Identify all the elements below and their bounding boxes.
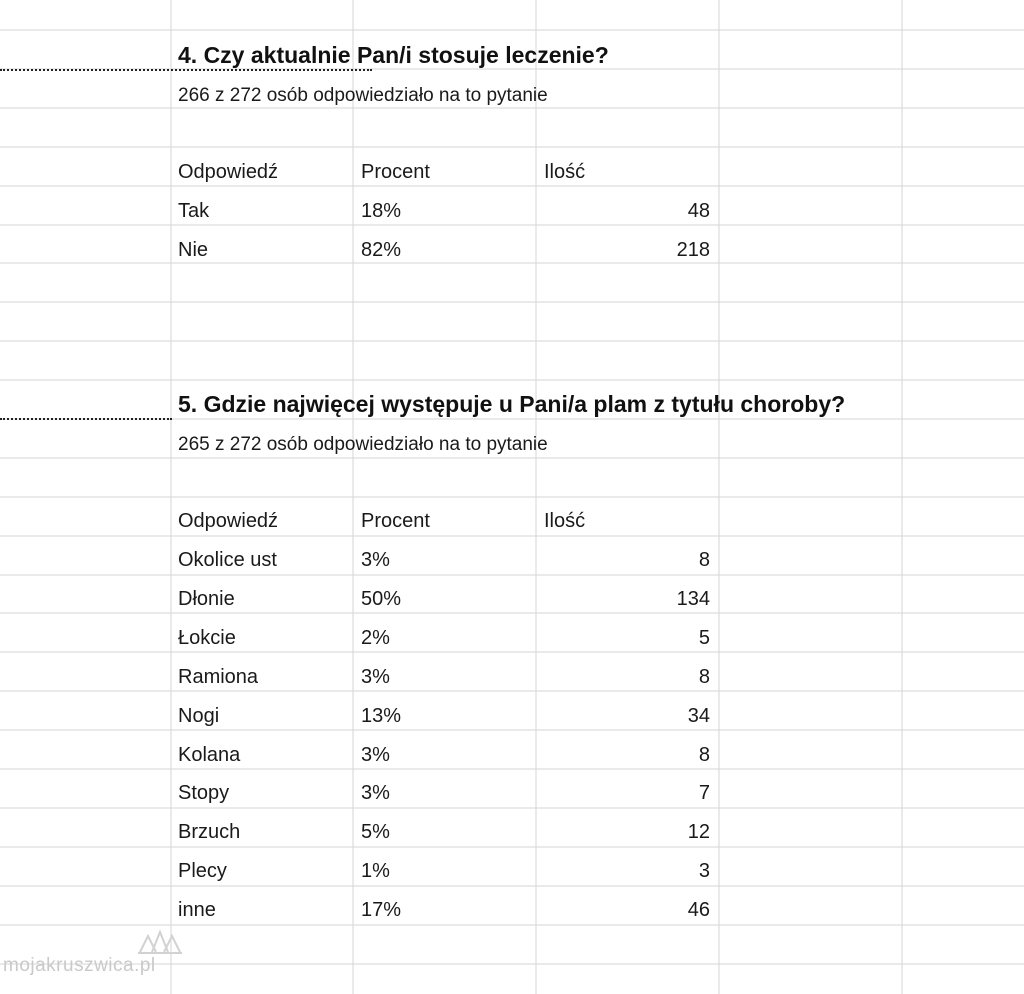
q5-count-cell[interactable]: 5 (698, 626, 710, 649)
q5-percent-cell[interactable]: 5% (361, 821, 390, 844)
q4-count-cell[interactable]: 48 (687, 200, 710, 222)
q5-count-cell[interactable]: 134 (676, 587, 710, 610)
q5-percent-cell[interactable]: 3% (361, 743, 390, 766)
q4-answer-cell[interactable]: Tak (178, 200, 210, 222)
q5-count-cell[interactable]: 34 (687, 704, 710, 727)
q4-header-count[interactable]: Ilość (544, 161, 586, 183)
q5-percent-cell[interactable]: 1% (361, 860, 390, 883)
q5-percent-cell[interactable]: 3% (361, 782, 390, 805)
watermark-logo-icon (134, 926, 186, 956)
q5-percent-cell[interactable]: 13% (361, 704, 402, 727)
q5-answer-cell[interactable]: inne (178, 899, 216, 922)
q5-answer-cell[interactable]: Dłonie (178, 587, 235, 610)
q4-header-percent[interactable]: Procent (361, 161, 430, 183)
q5-answer-cell[interactable]: Ramiona (178, 665, 259, 688)
q4-answer-cell[interactable]: Nie (178, 238, 209, 261)
comment-indicator-q5 (0, 418, 172, 420)
q5-header-count[interactable]: Ilość (544, 510, 586, 532)
question-4-respondents[interactable]: 266 z 272 osób odpowiedziało na to pytanie (178, 85, 548, 106)
q5-header-answer[interactable]: Odpowiedź (178, 510, 279, 532)
q5-percent-cell[interactable]: 50% (361, 587, 402, 610)
q4-header-answer[interactable]: Odpowiedź (178, 161, 279, 183)
q5-count-cell[interactable]: 46 (687, 899, 710, 922)
q5-count-cell[interactable]: 8 (698, 743, 710, 766)
q5-count-cell[interactable]: 8 (698, 549, 710, 571)
q5-answer-cell[interactable]: Stopy (178, 782, 230, 805)
q4-percent-cell[interactable]: 82% (361, 238, 402, 261)
q5-percent-cell[interactable]: 2% (361, 626, 390, 649)
question-4-title[interactable]: 4. Czy aktualnie Pan/i stosuje leczenie? (178, 42, 609, 68)
q5-answer-cell[interactable]: Kolana (178, 743, 241, 766)
q5-answer-cell[interactable]: Plecy (178, 860, 227, 883)
watermark: mojakruszwica.pl (3, 955, 156, 976)
q5-percent-cell[interactable]: 3% (361, 665, 390, 688)
q5-answer-cell[interactable]: Okolice ust (178, 549, 277, 571)
q5-answer-cell[interactable]: Łokcie (178, 626, 236, 649)
q4-count-cell[interactable]: 218 (676, 238, 710, 261)
q5-count-cell[interactable]: 8 (698, 665, 710, 688)
q5-percent-cell[interactable]: 17% (361, 899, 402, 922)
q5-count-cell[interactable]: 7 (698, 782, 710, 805)
q5-header-percent[interactable]: Procent (361, 510, 430, 532)
q5-answer-cell[interactable]: Nogi (178, 704, 220, 727)
q4-percent-cell[interactable]: 18% (361, 200, 402, 222)
question-5-title[interactable]: 5. Gdzie najwięcej występuje u Pani/a plam z tytułu choroby? (178, 391, 846, 417)
q5-answer-cell[interactable]: Brzuch (178, 821, 241, 844)
q5-count-cell[interactable]: 12 (687, 821, 710, 844)
q5-percent-cell[interactable]: 3% (361, 549, 390, 571)
question-5-respondents[interactable]: 265 z 272 osób odpowiedziało na to pytanie (178, 434, 548, 455)
q5-count-cell[interactable]: 3 (698, 860, 710, 883)
